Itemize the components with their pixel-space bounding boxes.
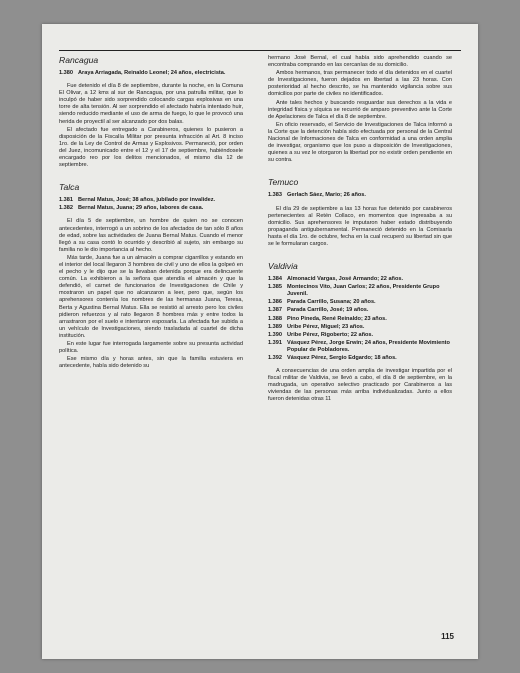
entry-number: 1.385 [268, 284, 282, 291]
entry-number: 1.383 [268, 192, 282, 199]
entry-number: 1.389 [268, 323, 282, 330]
section-title: Rancagua [59, 55, 99, 65]
entry-text: Vásquez Pérez, Jorge Erwin; 24 años, Presidente Movimiento Popular de Pobladores. [287, 339, 450, 353]
entry-number: 1.381 [59, 197, 73, 204]
entry-text: Vásquez Pérez, Sergio Edgardo; 18 años. [287, 355, 397, 361]
paragraph: Ese mismo día y horas antes, sin que la familia estuviera en antecedente, había sido detenido su [59, 356, 243, 370]
list-item [268, 324, 452, 331]
list-item [268, 299, 452, 306]
paragraph: El afectado fue entregado a Carabineros, quienes lo pusieron a disposición de la Fiscalía Militar por presunta infracción al Art. 8 inciso 1ro. de la Ley de Control de Armas y Explosivos. Permaneció, por orden del Juez, incomunicado entre el 12 y el 17 de septiembre, habiéndosele encargado reo por los delitos mencionados, el mismo día 12 de septiembre. [59, 126, 243, 169]
entry-text: Pino Pineda, René Reinaldo; 23 años. [287, 315, 387, 322]
entry-text: Araya Arriagada, Reinaldo Leonel; 24 años, electricista. [78, 70, 226, 76]
entry-text: Bernal Matus, Juana; 29 años, labores de casa. [78, 205, 204, 212]
list-item [268, 316, 452, 323]
document-page [42, 24, 478, 659]
entry-number: 1.391 [268, 339, 282, 346]
page-number: 115 [441, 632, 454, 641]
list-item [268, 340, 452, 354]
section-valdivia [268, 261, 452, 404]
section-title: Talca [59, 182, 80, 193]
paragraph: Más tarde, Juana fue a un almacén a comprar cigarrillos y estando en el interior del local llegaron 3 hombres de civil y uno de ellos la golpeó en el pecho y le dijo que se la llevaban detenida porque era delincuente común. La exhibieron a la señora que atendía el almacén y que la defendió, el carnet de funcionarios de Investigaciones de Chile y mostraron un papel que no alcanzaron a leer, pero que, según los aprehensores contenía los nombres de las hermanas Juana, Teresa, Berta y Agustina Bernal Matus. Ella se resistió al arresto pero los civiles pidieron refuerzos y al rato llegaron 8 hombres más y entre todos la arrastraron por el suelo e intentaron esposarla. La afectada fue subida a un vehículo de Investigaciones, siendo trasladada al cuartel de dicha institución. [59, 254, 243, 339]
list-item [59, 70, 243, 77]
entry-text: Almonacid Vargas, José Armando; 22 años. [287, 276, 404, 283]
section-title: Valdivia [268, 261, 298, 272]
section-rancagua-continuation [268, 55, 452, 164]
entry-number: 1.384 [268, 276, 282, 283]
list-item [268, 307, 452, 314]
entry-number: 1.392 [268, 355, 282, 361]
paragraph: En oficio reservado, el Servicio de Investigaciones de Talca informó a la Corte que la detención había sido efectuada por personal de la Central Nacional de Informaciones de Talca en conformidad a una orden amplia de investigar, organismo que los puso a disposición de Investigaciones, quienes a su vez le otorgaron la libertad por no existir orden pendiente en su contra. [268, 121, 452, 164]
list-item [268, 192, 452, 199]
entry-list [268, 276, 452, 362]
entry-text: Parada Carrillo, Susana; 20 años. [287, 299, 376, 306]
entry-text: Uribe Pérez, Rigoberto; 22 años. [287, 331, 374, 338]
section-temuco [268, 177, 452, 248]
paragraph: Ambos hermanos, tras permanecer todo el día detenidos en el cuartel de Investigaciones, fueron dejados en libertad a las 23 horas. Con posterioridad al hecho descrito, se ha mantenido vigilancia sobre sus domicilios por parte de civiles no identificados. [268, 70, 452, 98]
paragraph: hermano José Bernal, el cual había sido aprehendido cuando se encontraba comprando en las cercanías de su domicilio. [268, 55, 452, 69]
paragraph: En este lugar fue interrogada largamente sobre su presunta actividad política. [59, 341, 243, 355]
paragraph: El día 29 de septiembre a las 13 horas fue detenido por carabineros pertenecientes al Retén Collaco, en momentos que ingresaba a su domicilio. Sus aprehensores le imputaron haber estado distribuyendo propaganda antigubernamental. Permaneció detenido en la Comisaría hasta el día 1ro. de octubre, fecha en la cual recuperó su libertad sin que se le formularan cargos. [268, 205, 452, 247]
left-column [59, 55, 243, 371]
entry-list [59, 70, 243, 77]
section-rancagua [59, 55, 243, 169]
section-talca [59, 182, 243, 370]
entry-number: 1.380 [59, 70, 73, 76]
paragraph: El día 5 de septiembre, un hombre de quien no se conocen antecedentes, interrogó a un sobrino de los afectados de tan sólo 8 años de edad, sobre las actividades de Juana Bernal Matus. Cuando el menor llegó a su casa contó lo ocurrido y describió al sujeto, sin embargo su familia no le dio importancia al hecho. [59, 218, 243, 253]
entry-text: Parada Carrillo, José; 19 años. [287, 307, 369, 314]
right-column [268, 55, 452, 405]
list-item [59, 205, 243, 212]
entry-list [59, 197, 243, 212]
top-rule [59, 50, 461, 51]
list-item [268, 355, 452, 362]
entry-number: 1.382 [59, 205, 73, 212]
entry-text: Uribe Pérez, Miguel; 23 años. [287, 323, 365, 330]
entry-number: 1.387 [268, 307, 282, 314]
entry-number: 1.386 [268, 299, 282, 306]
list-item [268, 332, 452, 339]
entry-number: 1.388 [268, 315, 282, 322]
section-title: Temuco [268, 177, 299, 188]
paragraph: Fue detenido el día 8 de septiembre, durante la noche, en la Comuna El Olivar, a 12 kms al sur de Rancagua, por una patrulla militar, que lo inculpó de haber sido sorprendido colocando cargas explosivas en una torre de alta tensión. Al ser sorprendido el afectado habría intentado huir, siendo reducido mediante el uso de arma de fuego, lo que le provocó una herida de proyectil al ser alcanzado por dos balas. [59, 83, 243, 125]
paragraph: Ante tales hechos y buscando resguardar sus derechos a la vida e integridad física y síquica se recurrió de amparo preventivo ante la Corte de Apelaciones de Talca el día 8 de septiembre. [268, 99, 452, 120]
entry-list [268, 192, 452, 199]
entry-text: Gerlach Sáez, Mario; 26 años. [287, 192, 366, 199]
list-item [59, 197, 243, 204]
list-item [268, 284, 452, 298]
entry-text: Bernal Matus, José; 38 años, jubilado por invalidez. [78, 197, 216, 204]
paragraph: A consecuencias de una orden amplia de investigar impartida por el fiscal militar de Valdivia, se llevó a cabo, el día 8 de septiembre, en la madrugada, un operativo selectivo practicado por Carabineros a las viviendas de las personas más arriba individualizadas. Junto a ellos fueron detenidas otras 11 [268, 368, 452, 403]
list-item [268, 276, 452, 283]
entry-number: 1.390 [268, 331, 282, 338]
entry-text: Montecinos Vito, Juan Carlos; 22 años, Presidente Grupo Juvenil. [287, 284, 440, 298]
